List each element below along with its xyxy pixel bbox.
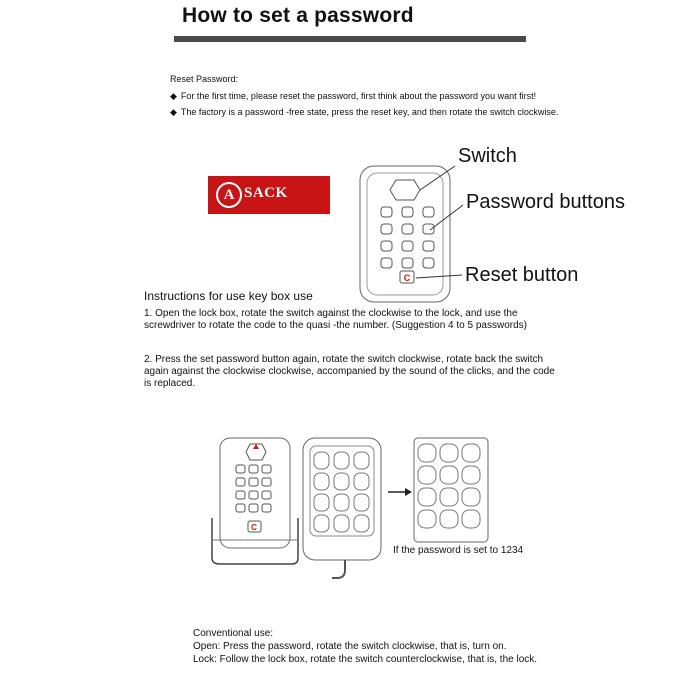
password-example-caption: If the password is set to 1234 xyxy=(393,545,524,556)
keypad-key-icon xyxy=(262,504,271,512)
keypad-set-key-icon xyxy=(418,466,436,484)
switch-callout: Switch xyxy=(458,145,517,167)
keypad-back-key-icon xyxy=(334,473,349,490)
keypad-key-icon xyxy=(423,207,434,217)
reset-button-callout: Reset button xyxy=(465,264,579,286)
arrow-head-icon xyxy=(405,488,412,496)
keypad-key-icon xyxy=(236,478,245,486)
keypad-key-icon xyxy=(249,465,258,473)
reset-bullet-1: ◆ For the first time, please reset the password, first think about the password you want first! xyxy=(170,91,537,101)
keypad-back-key-icon xyxy=(334,452,349,469)
keypad-key-icon xyxy=(262,478,271,486)
conventional-heading: Conventional use: xyxy=(193,628,274,639)
keypad-back-key-icon xyxy=(334,515,349,532)
keypad-key-icon xyxy=(236,465,245,473)
buttons-leader-line xyxy=(430,205,463,230)
password-buttons-callout: Password buttons xyxy=(466,191,625,213)
keypad-back-key-icon xyxy=(314,452,329,469)
switch-icon xyxy=(390,180,420,200)
keypad-key-icon xyxy=(236,504,245,512)
keypad-key-icon xyxy=(423,224,434,234)
keypad-set-key-icon xyxy=(440,466,458,484)
reset-bullet-2: ◆ The factory is a password -free state, press the reset key, and then rotate the switch clockwise. xyxy=(170,107,559,117)
instruction-step-2: 2. Press the set password button again, rotate the switch clockwise, rotate back the switch again against the clockwise clockwise, accompanied by the sound of the clicks, and the code is replaced. xyxy=(144,354,555,389)
keypad-back-key-icon xyxy=(334,494,349,511)
keypad-set-key-icon xyxy=(440,510,458,528)
keypad-key-icon xyxy=(249,504,258,512)
keypad-key-icon xyxy=(236,491,245,499)
keypad-key-icon xyxy=(423,258,434,268)
keypad-set-key-icon xyxy=(440,488,458,506)
reset-key-label: C xyxy=(403,273,411,283)
keypad-key-icon xyxy=(262,491,271,499)
reset-heading: Reset Password: xyxy=(170,74,239,84)
keypad-key-icon xyxy=(249,491,258,499)
keypad-key-icon xyxy=(249,478,258,486)
keypad-set-key-icon xyxy=(440,444,458,462)
keypad-set-key-icon xyxy=(418,510,436,528)
keypad-back-diagram xyxy=(303,438,381,578)
page-title: How to set a password xyxy=(182,4,414,27)
keypad-set-key-icon xyxy=(462,510,480,528)
keypad-back-key-icon xyxy=(354,473,369,490)
conventional-open: Open: Press the password, rotate the switch clockwise, that is, turn on. xyxy=(193,641,507,652)
svg-text:C: C xyxy=(251,523,257,532)
diamond-bullet-icon: ◆ xyxy=(170,91,177,101)
diamond-bullet-icon: ◆ xyxy=(170,107,177,117)
conventional-lock: Lock: Follow the lock box, rotate the switch counterclockwise, that is, the lock. xyxy=(193,654,538,665)
password-buttons xyxy=(381,207,434,268)
keypad-back-key-icon xyxy=(354,452,369,469)
logo-mark: A xyxy=(216,182,242,208)
keypad-set-key-icon xyxy=(418,444,436,462)
keypad-key-icon xyxy=(381,224,392,234)
keypad-key-icon xyxy=(402,258,413,268)
keypad-key-icon xyxy=(262,465,271,473)
keypad-key-icon xyxy=(381,258,392,268)
keypad-back-key-icon xyxy=(314,515,329,532)
keypad-diagram xyxy=(360,166,463,302)
reset-leader-line xyxy=(416,275,462,278)
keypad-key-icon xyxy=(381,207,392,217)
keypad-key-icon xyxy=(402,224,413,234)
instruction-step-1: 1. Open the lock box, rotate the switch against the clockwise to the lock, and use the screwdriver to rotate the code to the quasi -the number. (Suggestion 4 to 5 passwords) xyxy=(144,308,527,331)
instructions-heading: Instructions for use key box use xyxy=(144,289,313,303)
keypad-key-icon xyxy=(402,241,413,251)
keypad-set-key-icon xyxy=(418,488,436,506)
keypad-key-icon xyxy=(381,241,392,251)
keypad-back-key-icon xyxy=(354,494,369,511)
lockbox-diagram xyxy=(212,438,298,564)
logo-text: SACK xyxy=(244,185,288,201)
keypad-set-key-icon xyxy=(462,488,480,506)
keypad-set-key-icon xyxy=(462,444,480,462)
keypad-key-icon xyxy=(402,207,413,217)
keypad-set-key-icon xyxy=(462,466,480,484)
keypad-back-key-icon xyxy=(314,473,329,490)
password-set-diagram xyxy=(414,438,488,542)
keypad-back-key-icon xyxy=(354,515,369,532)
keypad-back-key-icon xyxy=(314,494,329,511)
keypad-key-icon xyxy=(423,241,434,251)
